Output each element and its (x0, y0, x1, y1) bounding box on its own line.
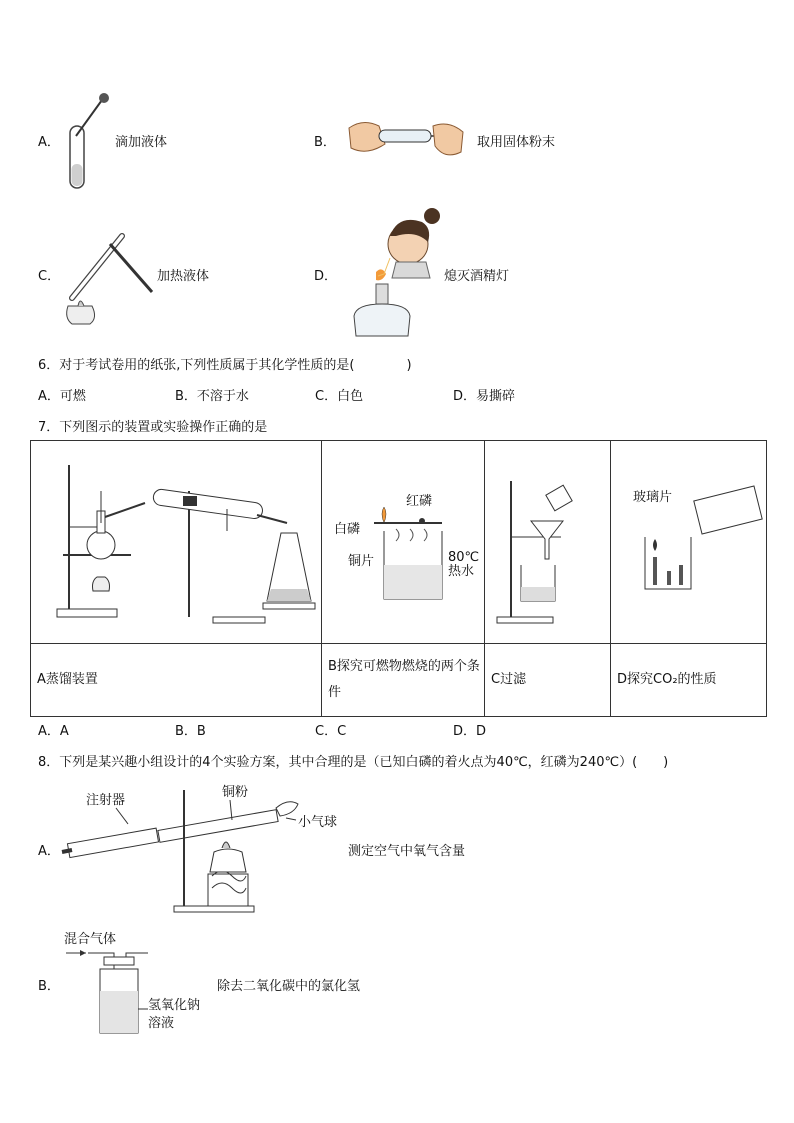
naoh-label: 氢氧化钠 (148, 998, 201, 1013)
q7-option-a: A．A (38, 724, 69, 739)
q6-option-c: C．白色 (315, 389, 364, 404)
option-letter: B． (38, 979, 60, 994)
heating-test-tube-figure (60, 226, 160, 330)
hot-water-label: 热水 (448, 564, 475, 579)
q6-option-d: D．易撕碎 (453, 389, 516, 404)
option-text: 除去二氧化碳中的氯化氢 (217, 979, 361, 994)
q6-stem: 6．对于考试卷用的纸张,下列性质属于其化学性质的是( ) (38, 358, 412, 373)
fig-d-cell (611, 441, 767, 644)
red-phosphorus-label: 红磷 (406, 494, 433, 509)
q6-option-a: A．可燃 (38, 389, 86, 404)
caption-a: A蒸馏装置 (31, 644, 322, 717)
option-text: 滴加液体 (115, 135, 168, 150)
q7-figure-table (30, 440, 767, 717)
q7-option-c: C．C (315, 724, 347, 739)
option-text: 取用固体粉末 (477, 135, 556, 150)
copper-powder-label: 铜粉 (222, 785, 249, 800)
co2-properties-figure (611, 441, 766, 639)
filtration-figure (485, 441, 610, 639)
q7-option-b: B．B (175, 724, 206, 739)
option-text: 熄灭酒精灯 (444, 269, 510, 284)
distillation-apparatus-figure (31, 441, 321, 639)
syringe-label: 注射器 (86, 793, 126, 808)
option-letter: A． (38, 844, 60, 859)
blowing-alcohol-lamp-figure (346, 200, 442, 342)
option-letter: C． (38, 269, 61, 284)
q7-option-d: D．D (453, 724, 487, 739)
dropper-test-tube-figure (66, 92, 116, 192)
q6-option-b: B．不溶于水 (175, 389, 249, 404)
option-text: 测定空气中氧气含量 (348, 844, 466, 859)
temperature-label: 80℃ (448, 550, 480, 565)
balloon-label: 小气球 (298, 815, 338, 830)
q8-stem: 8．下列是某兴趣小组设计的4个实验方案，其中合理的是（已知白磷的着火点为40℃，红磷为240℃）( ) (38, 755, 669, 770)
combustion-conditions-figure (322, 441, 484, 639)
hands-test-tube-figure (345, 118, 465, 164)
oxygen-measurement-figure (62, 780, 352, 918)
fig-b-cell (322, 441, 485, 644)
fig-c-cell (485, 441, 611, 644)
option-letter: B． (314, 135, 336, 150)
option-letter: D． (314, 269, 338, 284)
gas-washing-bottle-figure (62, 925, 218, 1037)
q7-stem: 7．下列图示的装置或实验操作正确的是 (38, 420, 268, 435)
option-letter: A． (38, 135, 60, 150)
option-text: 加热液体 (157, 269, 210, 284)
mixed-gas-label: 混合气体 (64, 932, 117, 947)
caption-d: D探究CO₂的性质 (611, 644, 767, 717)
solution-label: 溶液 (148, 1016, 175, 1031)
copper-sheet-label: 铜片 (348, 554, 375, 569)
glass-plate-label: 玻璃片 (633, 490, 673, 505)
caption-b: B探究可燃物燃烧的两个条件 (322, 644, 485, 717)
fig-a-cell (31, 441, 322, 644)
white-phosphorus-label: 白磷 (334, 522, 361, 537)
caption-c: C过滤 (485, 644, 611, 717)
